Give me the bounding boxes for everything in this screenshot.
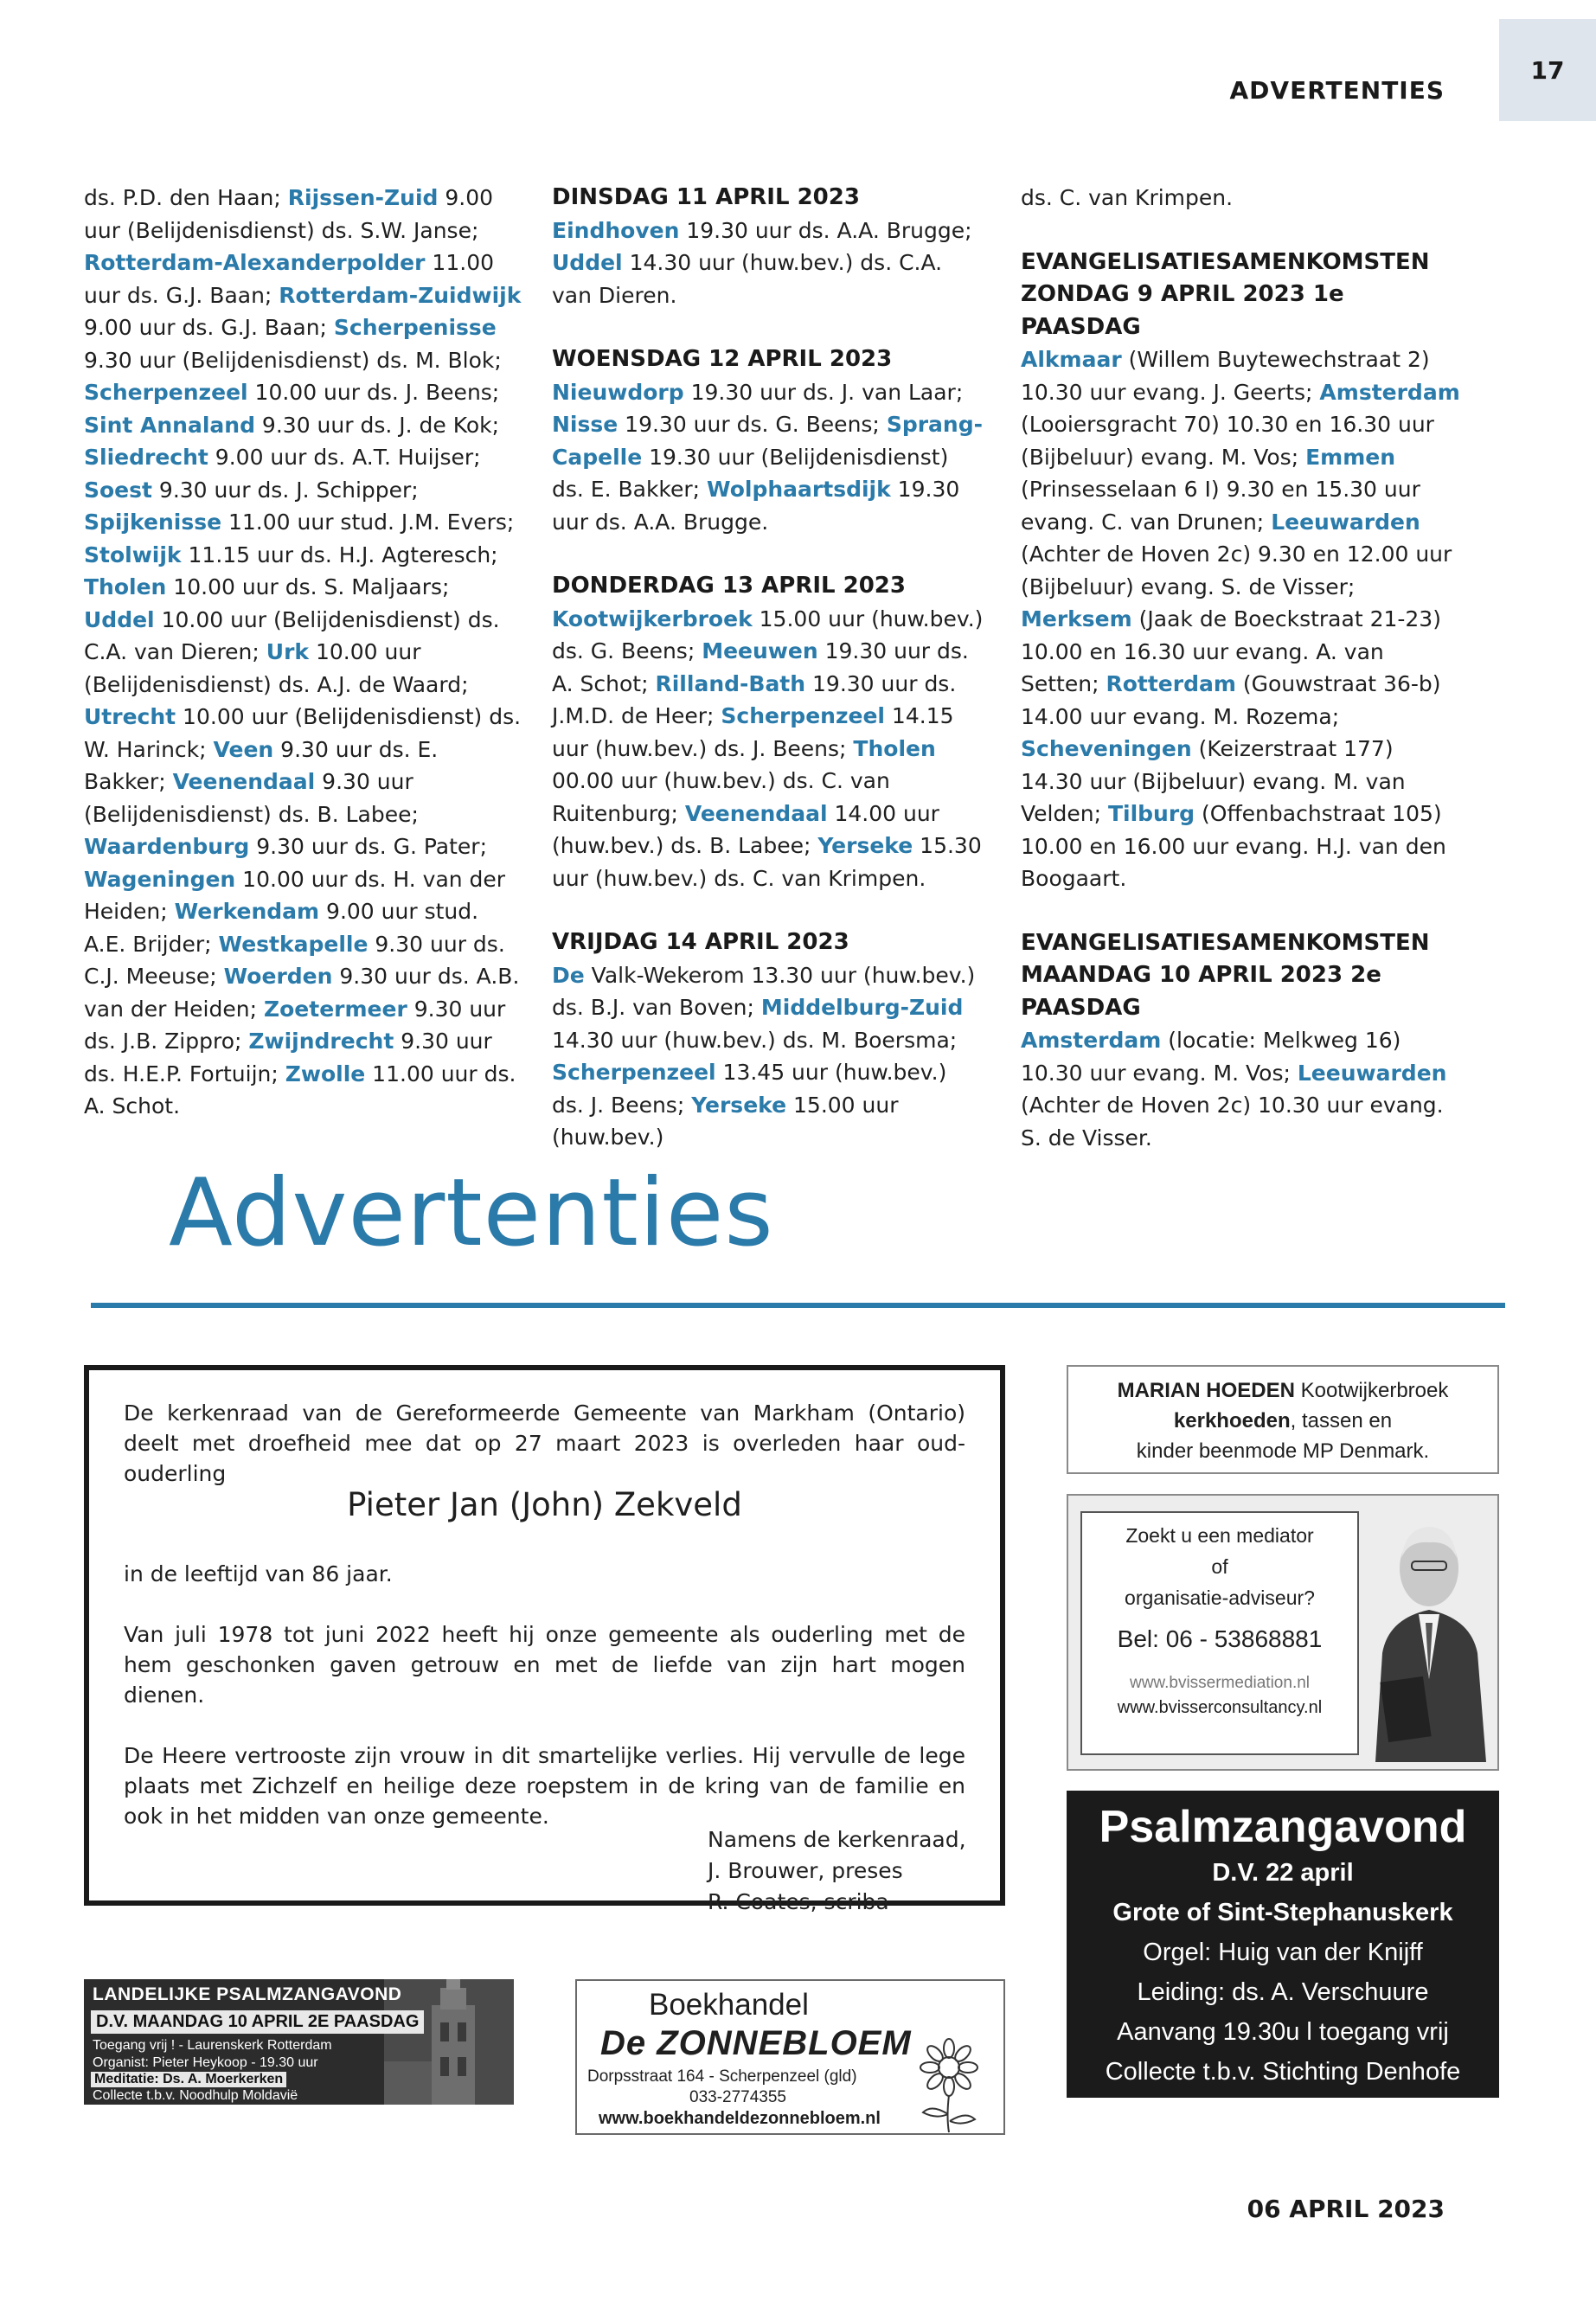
service-details: 15.30 uur (huw.bev.) ds. C. van Krimpen. [552, 833, 982, 891]
service-details: 00.00 uur (huw.bev.) ds. C. van Ruitenburg; [552, 768, 890, 826]
ad-address: Dorpsstraat 164 - Scherpenzeel (gld) [587, 2067, 857, 2086]
ad-phone: 033-2774355 [689, 2088, 786, 2106]
service-details: (Willem Buytewechstraat 2) 10.30 uur evang. J. Geerts; [1021, 347, 1430, 405]
ad-venue: Grote of Sint-Stephanuskerk [1112, 1899, 1453, 1926]
ad-date: D.V. 22 april [1212, 1859, 1354, 1887]
sunflower-icon [901, 2035, 997, 2134]
column-3 [1021, 182, 1462, 1186]
service-details: 14.30 uur (huw.bev.) ds. M. Boersma; [552, 1027, 958, 1053]
location-name: Tholen [84, 574, 167, 599]
ad-title: Psalmzangavond [1099, 1802, 1467, 1852]
service-details: 9.30 uur ds. J. de Kok; [254, 412, 500, 438]
location-name: Rotterdam [1106, 671, 1236, 696]
location-name: Zwijndrecht [248, 1029, 394, 1054]
service-details: 19.30 uur ds. J.M.D. de Heer; [552, 670, 957, 728]
location-name: Sint Annaland [84, 412, 255, 438]
day-heading: EVANGELISATIESAMENKOMSTEN ZONDAG 9 APRIL 2023 1e PAASDAG [1021, 248, 1430, 340]
location-name: Zwolle [285, 1061, 366, 1086]
service-details: 14.15 uur (huw.bev.) ds. J. Beens; [552, 703, 954, 761]
location-name: Spijkenisse [84, 510, 222, 535]
ad-question [1082, 1513, 1357, 1613]
ad-product-rest: , tassen en [1290, 1409, 1393, 1433]
ad-line [1068, 1375, 1497, 1406]
ad-meditation: Meditatie: Ds. A. Moerkerken [91, 2072, 286, 2087]
service-details: (Achter de Hoven 2c) 10.30 uur evang. S. de Visser. [1021, 1093, 1444, 1150]
ad-brand: MARIAN HOEDEN [1117, 1379, 1295, 1402]
location-name: Urk [266, 639, 310, 664]
ad-line: Toegang vrij ! - Laurenskerk Rotterdam [93, 2038, 332, 2053]
ad-product: kerkhoeden [1173, 1409, 1291, 1433]
location-name: Werkendam [174, 899, 320, 924]
service-details: ds. C. van Krimpen. [1021, 185, 1234, 210]
ad-psalmzangavond [1067, 1791, 1499, 2098]
church-tower-image [384, 1979, 514, 2105]
service-details: 19.30 uur ds. A. Schot; [552, 638, 969, 696]
ad-landelijke-psalmzangavond [84, 1979, 514, 2105]
service-details: 9.30 uur ds. A.B. van der Heiden; [84, 964, 520, 1022]
obituary-notice [84, 1365, 1005, 1914]
ad-line: Zoekt u een mediator [1125, 1524, 1314, 1547]
location-name: Stolwijk [84, 542, 182, 567]
location-name: Merksem [1021, 606, 1132, 631]
location-name: Soest [84, 477, 152, 503]
service-details: 14.30 uur (huw.bev.) ds. C.A. van Dieren. [552, 250, 943, 308]
service-listing [1021, 343, 1462, 895]
ad-title: LANDELIJKE PSALMZANGAVOND [93, 1984, 402, 2004]
service-details: 14.00 uur (huw.bev.) ds. B. Labee; [552, 800, 939, 858]
section-label: ADVERTENTIES [1229, 76, 1445, 105]
location-name: Emmen [1305, 444, 1396, 470]
location-name: Uddel [552, 250, 623, 275]
service-details: 9.00 uur ds. A.T. Huijser; [208, 445, 481, 470]
ad-line: kinder beenmode MP Denmark. [1136, 1439, 1430, 1463]
location-name: Leeuwarden [1271, 509, 1420, 535]
location-name: Alkmaar [1021, 347, 1122, 372]
service-details: 9.00 uur stud. A.E. Brijder; [84, 899, 479, 957]
location-name: Tilburg [1107, 801, 1195, 826]
service-details: 9.30 uur ds. J. Schipper; [151, 477, 419, 503]
ad-leader: Leiding: ds. A. Verschuure [1137, 1978, 1429, 2006]
ad-mediator [1067, 1494, 1499, 1771]
location-name: Nieuwdorp [552, 379, 684, 405]
ad-line: Organist: Pieter Heykoop - 19.30 uur [93, 2055, 318, 2070]
service-details: 9.30 uur ds. E. Bakker; [84, 736, 439, 794]
ad-marian-hoeden [1067, 1365, 1499, 1474]
location-name: Amsterdam [1319, 379, 1460, 405]
service-listing [1021, 182, 1462, 215]
location-name: Scherpenzeel [84, 380, 248, 405]
service-details: 19.30 uur (Belijdenisdienst) ds. E. Bakker; [552, 444, 949, 502]
service-details: 10.00 uur (Belijdenisdienst) ds. C.A. van Dieren; [84, 606, 500, 664]
service-details: 9.30 uur ds. G. Pater; [249, 834, 488, 859]
service-details: 11.00 uur ds. A. Schot. [84, 1061, 516, 1118]
location-name: Leeuwarden [1297, 1060, 1447, 1086]
location-name: Scherpenzeel [721, 703, 885, 728]
ad-name-line2: De ZONNEBLOEM [600, 2024, 912, 2062]
signature-line: J. Brouwer, preses [708, 1858, 903, 1883]
signature-line: R. Coates, scriba [708, 1889, 889, 1914]
location-name: Sprang-Capelle [552, 412, 983, 470]
location-name: Veenendaal [684, 800, 828, 826]
location-name: Veenendaal [172, 769, 316, 794]
service-details: ds. P.D. den Haan; [84, 185, 288, 210]
service-details: 9.30 uur (Belijdenisdienst) ds. M. Blok; [84, 347, 502, 373]
location-name: Middelburg-Zuid [760, 995, 964, 1020]
location-name: Rotterdam-Alexanderpolder [84, 250, 426, 275]
service-details: 11.00 uur stud. J.M. Evers; [221, 510, 515, 535]
church-services-continued [84, 182, 525, 1123]
service-details: 10.00 uur (Belijdenisdienst) ds. W. Harinck; [84, 704, 522, 762]
day-heading: DONDERDAG 13 APRIL 2023 [552, 573, 906, 599]
ad-boekhandel [575, 1979, 1005, 2135]
location-name: Rotterdam-Zuidwijk [279, 282, 522, 308]
column-1 [84, 182, 525, 1155]
service-details: 9.30 uur (Belijdenisdienst) ds. B. Labee; [84, 769, 419, 827]
service-details: 19.30 uur ds. A.A. Brugge. [552, 477, 960, 535]
day-heading: WOENSDAG 12 APRIL 2023 [552, 346, 893, 372]
service-details: 9.30 uur ds. J.B. Zippro; [84, 996, 506, 1054]
service-details: 9.00 uur ds. G.J. Baan; [84, 315, 334, 340]
location-name: Scherpenzeel [552, 1060, 716, 1085]
service-listing [1021, 1024, 1462, 1154]
location-name: De [552, 962, 585, 988]
service-details: (Achter de Hoven 2c) 9.30 en 12.00 uur (Bijbeluur) evang. S. de Visser; [1021, 542, 1452, 599]
location-name: Yerseke [817, 833, 913, 858]
obituary-service: Van juli 1978 tot juni 2022 heeft hij onze gemeente als ouderling met de hem geschonken gaven getrouw en met de liefde van zijn hart mogen dienen. [124, 1622, 965, 1708]
service-details: 15.00 uur (huw.bev.) ds. G. Beens; [552, 606, 984, 663]
service-details: 9.30 uur ds. H.E.P. Fortuijn; [84, 1029, 492, 1086]
service-details: (Gouwstraat 36-b) 14.00 uur evang. M. Rozema; [1021, 671, 1441, 729]
ad-start: Aanvang 19.30u l toegang vrij [1117, 2018, 1449, 2046]
day-heading: VRIJDAG 14 APRIL 2023 [552, 929, 849, 955]
section-divider [91, 1303, 1505, 1308]
ad-line: of [1211, 1555, 1228, 1578]
service-details: (Offenbachstraat 105) 10.00 en 16.00 uur evang. H.J. van den Boogaart. [1021, 801, 1446, 891]
advertenties-heading: Advertenties [169, 1159, 774, 1267]
service-details: Valk-Wekerom 13.30 uur (huw.bev.) ds. B.J. van Boven; [552, 962, 976, 1020]
ad-name-line1: Boekhandel [649, 1988, 809, 2022]
ad-organ: Orgel: Huig van der Knijff [1143, 1939, 1423, 1966]
location-name: Scherpenisse [333, 315, 497, 340]
service-details: 10.00 uur ds. H. van der Heiden; [84, 866, 506, 924]
location-name: Utrecht [84, 704, 176, 729]
location-name: Waardenburg [84, 834, 250, 859]
location-name: Meeuwen [702, 638, 818, 663]
ad-website: www.boekhandeldezonnebloem.nl [599, 2109, 881, 2128]
service-details: 9.30 uur ds. C.J. Meeuse; [84, 931, 505, 989]
service-listing [552, 215, 984, 312]
signature-line: Namens de kerkenraad, [708, 1827, 966, 1852]
location-name: Sliedrecht [84, 445, 208, 470]
service-details: (Prinsesselaan 6 I) 9.30 en 15.30 uur evang. C. van Drunen; [1021, 477, 1420, 535]
location-name: Eindhoven [552, 217, 680, 243]
location-name: Woerden [223, 964, 333, 989]
location-name: Rilland-Bath [655, 670, 806, 696]
service-listing [552, 959, 984, 1154]
ad-line: Collecte t.b.v. Noodhulp Moldavië [93, 2088, 298, 2103]
service-details: 13.45 uur (huw.bev.) ds. J. Beens; [552, 1060, 947, 1118]
location-name: Zoetermeer [263, 996, 407, 1022]
location-name: Scheveningen [1021, 736, 1192, 761]
location-name: Wolphaartsdijk [707, 477, 891, 502]
obituary-intro: De kerkenraad van de Gereformeerde Gemeente van Markham (Ontario) deelt met droefheid mee dat op 27 maart 2023 is overleden haar oud-ouderling [124, 1400, 965, 1486]
obituary-age: in de leeftijd van 86 jaar. [124, 1561, 393, 1586]
ad-website: www.bvisserconsultancy.nl [1117, 1698, 1323, 1717]
location-name: Rijssen-Zuid [287, 185, 439, 210]
location-name: Amsterdam [1021, 1028, 1162, 1053]
ad-collection: Collecte t.b.v. Stichting Denhofe [1105, 2058, 1461, 2086]
service-details: (Jaak de Boeckstraat 21-23) 10.00 en 16.30 uur evang. A. van Setten; [1021, 606, 1441, 696]
service-details: (locatie: Melkweg 16) 10.30 uur evang. M. Vos; [1021, 1028, 1401, 1086]
location-name: Nisse [552, 412, 619, 437]
service-details: 19.30 uur ds. A.A. Brugge; [679, 217, 972, 243]
service-details: 10.00 uur ds. S. Maljaars; [166, 574, 450, 599]
obituary-comfort: De Heere vertrooste zijn vrouw in dit smartelijke verlies. Hij vervulle de lege plaats met Zichzelf en heilige deze roepstem in de kring van de familie en ook in het midden van onze gemeente. [124, 1743, 965, 1829]
issue-date: 06 APRIL 2023 [1247, 2195, 1445, 2223]
location-name: Kootwijkerbroek [552, 606, 753, 631]
service-listing [552, 603, 984, 895]
portrait-photo [1367, 1506, 1492, 1762]
service-details: 10.00 uur ds. J. Beens; [247, 380, 500, 405]
day-heading: EVANGELISATIESAMENKOMSTEN MAANDAG 10 APRIL 2023 2e PAASDAG [1021, 929, 1430, 1021]
location-name: Tholen [853, 735, 936, 761]
service-details: (Keizerstraat 177) 14.30 uur (Bijbeluur) evang. M. van Velden; [1021, 736, 1406, 826]
ad-phone: Bel: 06 - 53868881 [1117, 1625, 1323, 1652]
service-listing [552, 376, 984, 539]
service-details: 19.30 uur ds. J. van Laar; [683, 379, 964, 405]
service-details: 10.00 uur (Belijdenisdienst) ds. A.J. de Waard; [84, 639, 469, 697]
service-details: 11.00 uur ds. G.J. Baan; [84, 250, 495, 308]
service-details: 19.30 uur ds. G. Beens; [618, 412, 887, 437]
ad-mediator-textbox [1080, 1511, 1359, 1755]
ad-line [1068, 1406, 1497, 1436]
ad-date: D.V. MAANDAG 10 APRIL 2E PAASDAG [91, 2010, 424, 2034]
obituary-name: Pieter Jan (John) Zekveld [347, 1486, 742, 1523]
location-name: Wageningen [84, 866, 236, 892]
service-details: 9.00 uur (Belijdenisdienst) ds. S.W. Janse; [84, 185, 494, 243]
ad-website: www.bvissermediation.nl [1129, 1674, 1311, 1692]
location-name: Westkapelle [218, 931, 369, 957]
column-2 [552, 182, 984, 1186]
service-details: 15.00 uur (huw.bev.) [552, 1092, 899, 1150]
location-name: Uddel [84, 606, 155, 632]
ad-line: organisatie-adviseur? [1125, 1586, 1315, 1609]
day-heading: DINSDAG 11 APRIL 2023 [552, 184, 860, 210]
location-name: Yerseke [691, 1092, 787, 1118]
location-name: Veen [213, 736, 274, 762]
service-details: 11.15 uur ds. H.J. Agteresch; [181, 542, 498, 567]
obituary-signature [708, 1824, 966, 1918]
ad-place: Kootwijkerbroek [1294, 1379, 1449, 1402]
service-details: (Looiersgracht 70) 10.30 en 16.30 uur (Bijbeluur) evang. M. Vos; [1021, 412, 1434, 470]
page-number: 17 [1499, 19, 1596, 121]
